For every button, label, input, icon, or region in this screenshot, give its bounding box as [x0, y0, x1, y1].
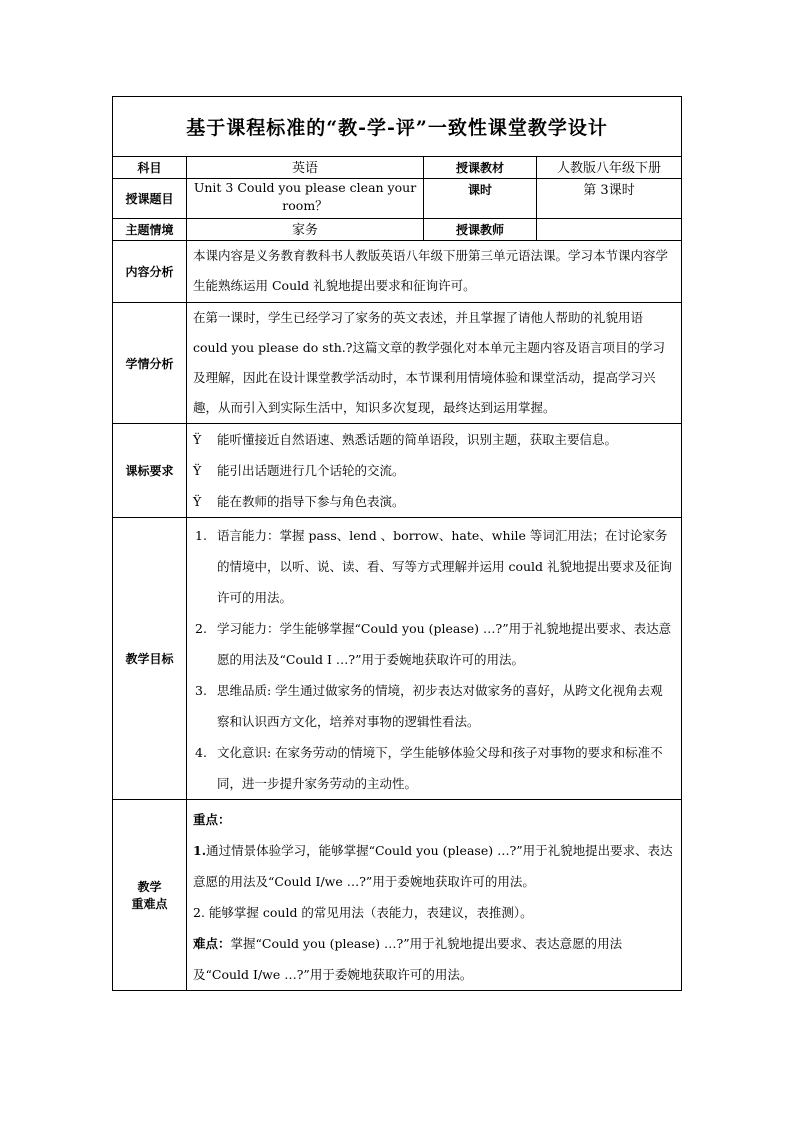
goal-number: 4.: [195, 745, 207, 760]
standards-item: [193, 455, 675, 486]
bullet-marker: Ÿ: [193, 494, 202, 509]
topic-value: Unit 3 Could you please clean your room？: [187, 179, 424, 219]
goals-list: [187, 518, 682, 800]
standards-label: 课标要求: [113, 424, 187, 518]
difficulty-heading: 难点：: [193, 936, 231, 951]
document-title: 基于课程标准的“教-学-评”一致性课堂教学设计: [113, 97, 682, 157]
bullet-marker: Ÿ: [193, 432, 202, 447]
goal-item: [193, 675, 675, 737]
goal-item: [193, 737, 675, 799]
theme-value: 家务: [187, 219, 424, 241]
content-analysis-label: 内容分析: [113, 241, 187, 303]
goal-text: 文化意识: 在家务劳动的情境下，学生能够体验父母和孩子对事物的要求和标准不同，进一步提升家务劳动的主动性。: [217, 745, 663, 791]
textbook-value: 人教版八年级下册: [537, 157, 682, 179]
key-points-label-line1: 教学: [137, 880, 162, 894]
topic-label: 授课题目: [113, 179, 187, 219]
goal-text: 语言能力：掌握 pass、lend 、borrow、hate、while 等词汇用法；在讨论家务的情境中，以听、说、读、看、写等方式理解并运用 could 礼貌地提出要求及征询许可的用法。: [217, 528, 673, 605]
goals-label: 教学目标: [113, 518, 187, 800]
teacher-value: [537, 219, 682, 241]
subject-value: 英语: [187, 157, 424, 179]
goal-item: [193, 520, 675, 613]
period-label: 课时: [424, 179, 537, 219]
lesson-design-table: [112, 96, 682, 991]
goal-number: 1.: [195, 528, 207, 543]
key-points-content: [187, 800, 682, 991]
goal-text: 学习能力：学生能够掌握“Could you (please) …?”用于礼貌地提出要求、表达意愿的用法及“Could I …?”用于委婉地获取许可的用法。: [217, 621, 672, 667]
period-value: 第 3课时: [537, 179, 682, 219]
student-analysis-text: 在第一课时，学生已经学习了家务的英文表述，并且掌握了请他人帮助的礼貌用语 could you please do sth.?这篇文章的教学强化对本单元主题内容及语言项目的学习及理解，因此在设计课堂教学活动时，本节课利用情境体验和课堂活动，提高学习兴趣，从而引入到实际生活中，知识多次复现，最终达到运用掌握。: [187, 303, 682, 424]
standards-item: [193, 424, 675, 455]
bullet-marker: Ÿ: [193, 463, 202, 478]
key2-text: 2. 能够掌握 could 的常见用法（表能力，表建议，表推测）。: [193, 905, 533, 920]
student-analysis-label: 学情分析: [113, 303, 187, 424]
key-points-label-line2: 重难点: [131, 897, 168, 911]
goal-number: 2.: [195, 621, 207, 636]
standards-item-text: 能引出话题进行几个话轮的交流。: [217, 463, 405, 478]
key-points-label: [113, 800, 187, 991]
goal-text: 思维品质: 学生通过做家务的情境，初步表达对做家务的喜好，从跨文化视角去观察和认识西方文化，培养对事物的逻辑性看法。: [217, 683, 663, 729]
key1-number: 1.: [193, 843, 207, 858]
standards-list: [187, 424, 682, 518]
content-analysis-text: 本课内容是义务教育教科书人教版英语八年级下册第三单元语法课。学习本节课内容学生能熟练运用 Could 礼貌地提出要求和征询许可。: [187, 241, 682, 303]
subject-label: 科目: [113, 157, 187, 179]
standards-item-text: 能在教师的指导下参与角色表演。: [217, 494, 405, 509]
key-heading: 重点：: [193, 812, 231, 827]
key1-text: 通过情景体验学习，能够掌握“Could you (please) …?”用于礼貌地提出要求、表达意愿的用法及“Could I/we …?”用于委婉地获取许可的用法。: [193, 843, 673, 889]
goal-item: [193, 613, 675, 675]
standards-item: [193, 486, 675, 517]
goal-number: 3.: [195, 683, 207, 698]
teacher-label: 授课教师: [424, 219, 537, 241]
textbook-label: 授课教材: [424, 157, 537, 179]
standards-item-text: 能听懂接近自然语速、熟悉话题的简单语段，识别主题，获取主要信息。: [217, 432, 618, 447]
theme-label: 主题情境: [113, 219, 187, 241]
difficulty-text: 掌握“Could you (please) …?”用于礼貌地提出要求、表达意愿的用法及“Could I/we …?”用于委婉地获取许可的用法。: [193, 936, 623, 982]
